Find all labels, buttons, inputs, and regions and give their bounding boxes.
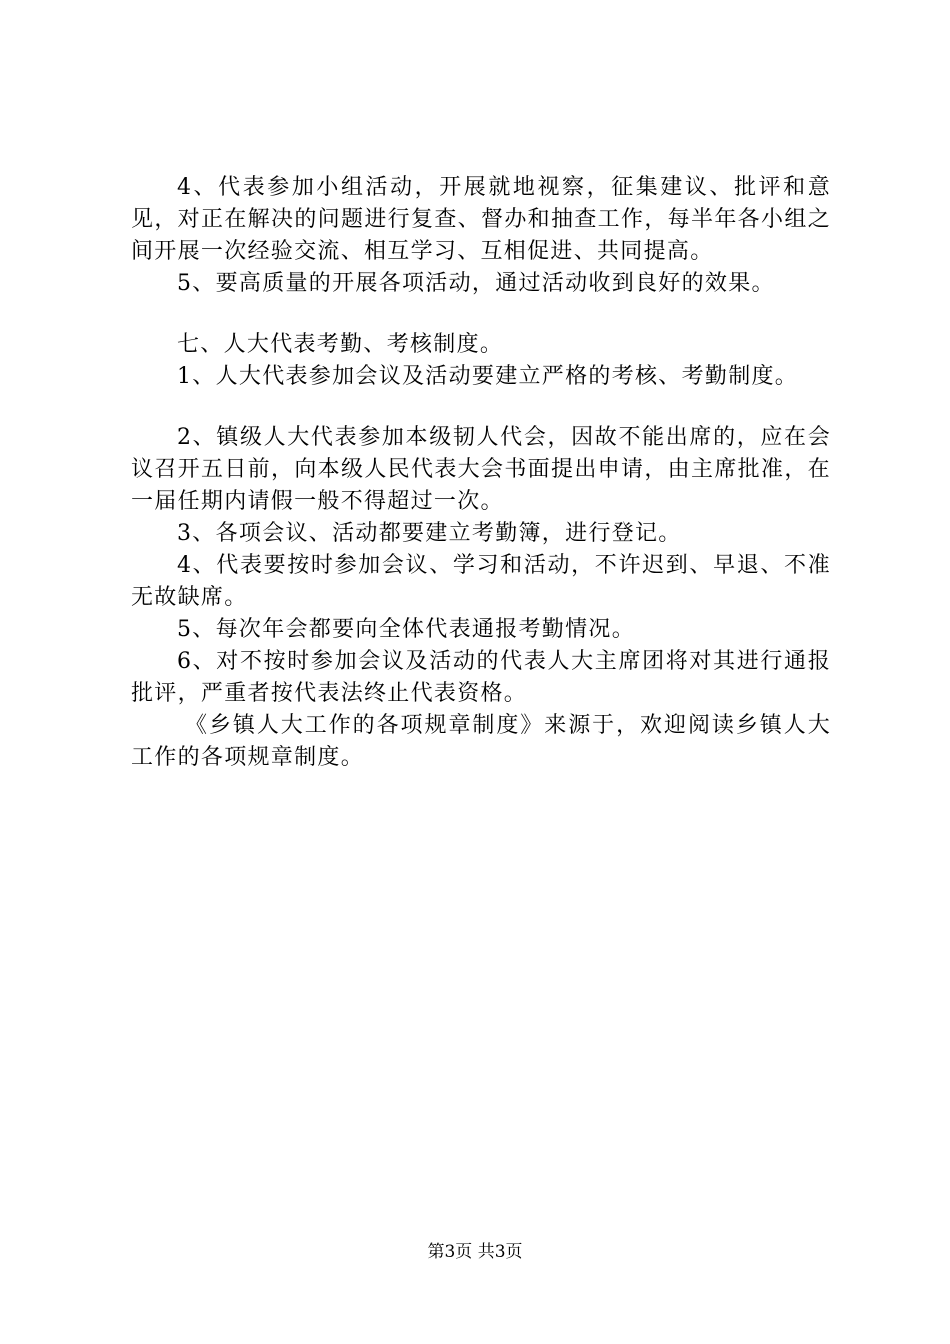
paragraph-activity-5: 5、要高质量的开展各项活动，通过活动收到良好的效果。 [177, 271, 775, 296]
section-heading-attendance: 七、人大代表考勤、考核制度。 [177, 332, 504, 357]
paragraph-source-note: 《乡镇人大工作的各项规章制度》来源于，欢迎阅读乡镇人大工作的各项规章制度。 [131, 713, 831, 770]
document-body [131, 172, 831, 774]
paragraph-spacer [131, 300, 831, 329]
paragraph-attendance-6: 6、对不按时参加会议及活动的代表人大主席团将对其进行通报批评，严重者按代表法终止代表资格。 [131, 649, 831, 706]
paragraph-activity-4: 4、代表参加小组活动，开展就地视察，征集建议、批评和意见，对正在解决的问题进行复查、督办和抽查工作，每半年各小组之间开展一次经验交流、相互学习、互相促进、共同提高。 [131, 175, 831, 264]
paragraph-attendance-4: 4、代表要按时参加会议、学习和活动，不许迟到、早退、不准无故缺席。 [131, 553, 831, 610]
paragraph-attendance-1: 1、人大代表参加会议及活动要建立严格的考核、考勤制度。 [177, 364, 799, 389]
paragraph-attendance-5: 5、每次年会都要向全体代表通报考勤情况。 [177, 617, 635, 642]
paragraph-spacer [131, 393, 831, 422]
paragraph-attendance-2: 2、镇级人大代表参加本级韧人代会，因故不能出席的，应在会议召开五日前，向本级人民代表大会书面提出申请，由主席批准，在一届任期内请假一般不得超过一次。 [131, 425, 831, 514]
page-number-footer: 第3页 共3页 [427, 1242, 523, 1262]
paragraph-attendance-3: 3、各项会议、活动都要建立考勤簿，进行登记。 [177, 521, 682, 546]
